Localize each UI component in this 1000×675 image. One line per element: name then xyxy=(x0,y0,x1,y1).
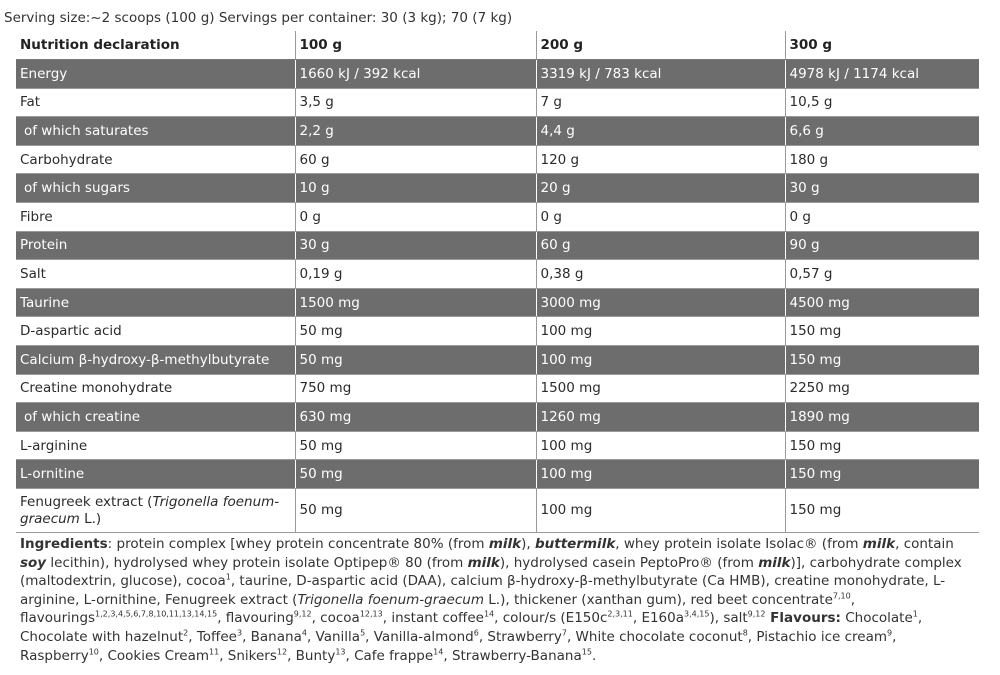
row-value-100g: 50 mg xyxy=(295,460,536,489)
nutrition-table xyxy=(16,31,979,533)
row-value-100g: 10 g xyxy=(295,174,536,203)
row-label: L-ornitine xyxy=(16,460,295,489)
table-header-row xyxy=(16,31,979,60)
row-label: Calcium β-hydroxy-β-methylbutyrate xyxy=(16,346,295,375)
table-row xyxy=(16,231,979,260)
row-value-200g: 3319 kJ / 783 kcal xyxy=(536,60,785,89)
row-value-100g: 1500 mg xyxy=(295,288,536,317)
row-value-300g: 150 mg xyxy=(785,460,979,489)
row-value-200g: 7 g xyxy=(536,88,785,117)
header-100g: 100 g xyxy=(295,31,536,60)
row-value-200g: 1500 mg xyxy=(536,374,785,403)
row-label: Fenugreek extract (Trigonella foenum-graecum L.) xyxy=(16,489,295,533)
latin-name: Trigonella foenum-graecum xyxy=(20,493,280,527)
header-nutrition-declaration: Nutrition declaration xyxy=(16,31,295,60)
table-row xyxy=(16,203,979,232)
row-value-100g: 1660 kJ / 392 kcal xyxy=(295,60,536,89)
row-value-200g: 3000 mg xyxy=(536,288,785,317)
row-value-300g: 0 g xyxy=(785,203,979,232)
allergen-milk: milk xyxy=(862,536,896,552)
row-label: L-arginine xyxy=(16,431,295,460)
table-row xyxy=(16,260,979,289)
latin-name: Trigonella foenum-graecum xyxy=(297,591,484,608)
row-value-300g: 150 mg xyxy=(785,346,979,375)
row-value-100g: 750 mg xyxy=(295,374,536,403)
row-value-300g: 150 mg xyxy=(785,431,979,460)
header-300g: 300 g xyxy=(785,31,979,60)
row-value-300g: 180 g xyxy=(785,145,979,174)
row-value-100g: 630 mg xyxy=(295,403,536,432)
row-value-300g: 90 g xyxy=(785,231,979,260)
allergen-milk: milk xyxy=(758,554,791,571)
table-row xyxy=(16,174,979,203)
table-row xyxy=(16,460,979,489)
row-value-300g: 2250 mg xyxy=(785,374,979,403)
table-row xyxy=(16,317,979,346)
table-row xyxy=(16,60,979,89)
row-value-100g: 2,2 g xyxy=(295,117,536,146)
allergen-soy: soy xyxy=(20,554,47,571)
row-label: Salt xyxy=(16,260,295,289)
serving-info: Serving size:~2 scoops (100 g) Servings per container: 30 (3 kg); 70 (7 kg) xyxy=(4,10,513,26)
row-value-200g: 1260 mg xyxy=(536,403,785,432)
row-label: Energy xyxy=(16,60,295,89)
allergen-milk: milk xyxy=(488,536,522,552)
row-label: Creatine monohydrate xyxy=(16,374,295,403)
row-label: Protein xyxy=(16,231,295,260)
row-value-100g: 50 mg xyxy=(295,431,536,460)
row-value-200g: 100 mg xyxy=(536,489,785,533)
row-label: Carbohydrate xyxy=(16,145,295,174)
table-row xyxy=(16,88,979,117)
row-value-200g: 0,38 g xyxy=(536,260,785,289)
row-value-100g: 30 g xyxy=(295,231,536,260)
table-row xyxy=(16,346,979,375)
row-value-300g: 30 g xyxy=(785,174,979,203)
row-value-300g: 0,57 g xyxy=(785,260,979,289)
row-value-100g: 60 g xyxy=(295,145,536,174)
row-value-200g: 100 mg xyxy=(536,460,785,489)
row-value-100g: 3,5 g xyxy=(295,88,536,117)
row-value-200g: 4,4 g xyxy=(536,117,785,146)
row-label: Fat xyxy=(16,88,295,117)
header-200g: 200 g xyxy=(536,31,785,60)
row-value-200g: 100 mg xyxy=(536,317,785,346)
row-value-100g: 0 g xyxy=(295,203,536,232)
row-value-300g: 6,6 g xyxy=(785,117,979,146)
row-value-300g: 4978 kJ / 1174 kcal xyxy=(785,60,979,89)
allergen-buttermilk: buttermilk xyxy=(535,536,616,552)
row-value-300g: 1890 mg xyxy=(785,403,979,432)
row-value-200g: 60 g xyxy=(536,231,785,260)
row-value-100g: 0,19 g xyxy=(295,260,536,289)
ingredients-text: Ingredients: protein complex [whey protein concentrate 80% (from milk), buttermilk, whey protein isolate Isolac® (from milk, contain soy lecithin), hydrolysed whey protein isolate Optipep® 80 (from milk), hydrolysed casein PeptoPro® (from milk)], carbohydrate complex (maltodextrin, glucose), cocoa$^1$, taurine, D-aspartic acid (DAA), calcium β-hydroxy-β-methylbutyrate (Ca HMB), creatine monohydrate, L-arginine, L-ornithine, Fenugreek extract (Trigonella foenum-graecum L.), thickener (xanthan gum), red beet concentrate$^{7,10}$, flavourings$^{1,2,3,4,5,6,7,8,10,11,13,14,15}$, flavouring$^{9,12}$, cocoa$^{12,13}$, instant coffee$^{14}$, colour/s ($E150c^{2,3,11}$, $E160a^{3,4,15}$), salt$^{9,12}$ Flavours: Chocolate$^1$, Chocolate with hazelnut$^2$, Toffee$^3$, Banana$^4$, Vanilla$^5$, Vanilla-almond$^6$, Strawberry$^7$, White chocolate coconut$^8$, Pistachio ice cream$^9$, Raspberry$^{10}$, Cookies Cream$^{11}$, Snikers$^{12}$, Bunty$^{13}$, Cafe frappe$^{14}$, Strawberry-Banana$^{15}$. xyxy=(20,536,962,664)
row-value-200g: 100 mg xyxy=(536,431,785,460)
allergen-milk: milk xyxy=(467,554,500,571)
row-label: Fibre xyxy=(16,203,295,232)
row-value-300g: 150 mg xyxy=(785,489,979,533)
row-value-100g: 50 mg xyxy=(295,489,536,533)
table-row xyxy=(16,117,979,146)
row-label: D-aspartic acid xyxy=(16,317,295,346)
table-row xyxy=(16,145,979,174)
table-row xyxy=(16,288,979,317)
row-value-100g: 50 mg xyxy=(295,346,536,375)
row-label: of which sugars xyxy=(16,174,295,203)
row-value-200g: 120 g xyxy=(536,145,785,174)
ingredients-heading: Ingredients xyxy=(20,536,108,552)
row-value-200g: 20 g xyxy=(536,174,785,203)
table-row xyxy=(16,403,979,432)
table-row xyxy=(16,374,979,403)
table-row xyxy=(16,489,979,533)
row-value-200g: 0 g xyxy=(536,203,785,232)
flavours-heading: Flavours: xyxy=(765,610,841,627)
row-label: of which saturates xyxy=(16,117,295,146)
table-row xyxy=(16,431,979,460)
row-value-200g: 100 mg xyxy=(536,346,785,375)
row-label: Taurine xyxy=(16,288,295,317)
row-value-300g: 150 mg xyxy=(785,317,979,346)
row-value-100g: 50 mg xyxy=(295,317,536,346)
row-label: of which creatine xyxy=(16,403,295,432)
row-value-300g: 4500 mg xyxy=(785,288,979,317)
row-value-300g: 10,5 g xyxy=(785,88,979,117)
